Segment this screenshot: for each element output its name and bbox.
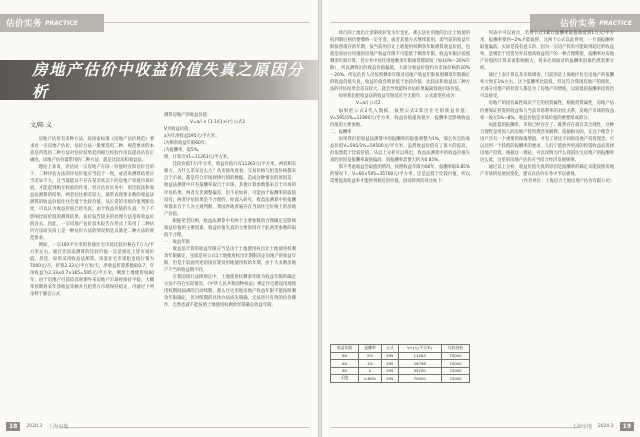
formula-note: 则，计算出V1=11263元/平方米。 [164, 155, 232, 161]
table-row [331, 360, 470, 368]
subheading: 二、报酬率 [330, 129, 352, 135]
right-column-2 [480, 30, 614, 418]
magazine-name: 上海房地 [571, 424, 592, 430]
article-title: 房地产估价中收益价值失真之原因分析 [32, 61, 305, 101]
paragraph: 续行的土地出让金制度转变为年金化，那么居住用地的出让土地使用权到期后则仍要缴纳一定年金，或者其他方式继续使用，即当前的收益年限按照现存的年期，按当前的出让土地使用权剩余年限测算收益价值，也就是说居住用地的房地产收益年限不可能低于剩余年限，收益年限应按照剩余年限计算，但实务中居住用地剩余年限通常都较短（如10%～20%年限），所以测算出的收益价值偏低，大部分收益价值约为市场价格的10%～20%，所以估价人员按照剩余年限对房地产收益年限按照剩余年限确定的收益价值失真，收益价值会明显低于比较价值，比较法和收益法二种方法的评估结果会差异较大，就会导致最终评估结果偏离客观市场价值。 [330, 31, 470, 93]
paragraph: 根据笔者归纳，收益法测算中有两个主要参数的合理确定是影响收益价值的主要因素，收益价值失真的主要原因存于此两类参数的取值不合理。 [164, 218, 296, 238]
formula-note: i为剩余收益年限60年； [164, 141, 210, 147]
table-header-row [331, 345, 470, 353]
paragraph: 收益法计算的收益年限应当是由于土地使用权出让土地使用权剩余年限确定，也就是说公式1土地使用权出让期限决定房地产的收益年限，但是于前面所述的国有建设用地使用权的年期，由于大多数房地产不当的收益期不同， [164, 246, 296, 274]
table-cell: 5% [359, 352, 382, 360]
section-title-en: PRACTICE [599, 19, 632, 27]
table-cell: 无限 [331, 375, 359, 383]
table-cell: 595 [382, 360, 398, 368]
left-page [0, 0, 318, 437]
table-cell: 70000 [441, 375, 469, 383]
table-header: 收益年限 [331, 345, 359, 353]
magazine-name: 上海房地 [48, 424, 69, 430]
table-cell: 595 [382, 367, 398, 375]
title-banner [0, 60, 318, 100]
table-cell: 26796 [398, 360, 441, 368]
author-byline: 文/陈 义 [30, 122, 52, 129]
paragraph: 理论上来说，评估同一宗房地产在同一价值时点和估价目的下，二种评估方法的评估价值应当趋于一致，或者说测算结果应当差异不大，且当都能证不存在误差状态下的房地产客观市场价值，才能起到相互校验的作用。但在估价实务中，用比较法和收益法测算的结果，两者往往相差较大，通常表现要多数的收益法测算的收益价值往往会低于比较价值。从正常的市场价值判断角度，可以认为收益价值已经失真。由于收益价值的失真，为了不影响比较价值的测算结果，估价报告较多的处理方法是将收益价值舍去，因此，一宗房地产估价技术报告在形式上采用了二种估价方法而实质上是一种估价方法的情况相是以满足二种方法的规范要求。 [30, 165, 154, 241]
formula-note: i为报酬率，取5%； [164, 148, 203, 154]
section-title: 估价实务 [6, 19, 43, 29]
paragraph: 如果把公式2代入数据，按照公式2算出住宅的收益价值：V=595/5%=11900元/平方米，收益价值提高很少，报酬率是影响收益价值的主要参数。 [330, 108, 470, 128]
footer [6, 422, 68, 431]
formula-note: a为年净收益595元/平方米； [164, 134, 220, 140]
footer-rule [330, 427, 580, 428]
paragraph: 如果我们把收益法的收益年限延长至无限年，公式就变化成为： [338, 94, 459, 100]
right-column-1 [330, 30, 470, 342]
table-row [331, 367, 470, 375]
header-rule [104, 22, 310, 23]
table-header: V=(元/平方米) [398, 345, 441, 353]
paragraph: 测算房地产的收益价值： [164, 113, 212, 118]
right-page [322, 0, 640, 437]
formula-note: V为收益价值； [164, 127, 193, 133]
paragraph: 房地产估价有多种方法，按国家标准《房地产估价规范》要求对一宗房地产估价，估价方法一般要选用二种，规范要求的本意是所选用二种方法对估价结果起到相互校验作用以提高估价正确度。房地产估价最常用的二种方法，就是比较法和收益法。 [30, 137, 154, 164]
header-rule [330, 22, 530, 23]
author-affiliation: （作者单位：上海房力土地房地产估价有限公司） [519, 178, 614, 184]
formula: V=a/i 公式2 [356, 101, 381, 107]
table-cell: 60 [331, 360, 359, 368]
section-title-en: PRACTICE [45, 19, 78, 27]
paragraph: 在我国现行法律规定中，土地使用权剩余年限为收益年限的确定方法不符合实际情况，《中华人民共和国物权法》规定住宅建设用地使用权期间届满的自动续期，那么住宅用地房地产收益年限不能按照剩余年限确定，但对续期的具体办法尚未明确，无法进行有效的估价操作，自然也就不能按照土地使用权剩余年限确定收益年限。 [164, 275, 296, 309]
table-header: 公式 [382, 345, 398, 353]
page-number: 19 [620, 422, 634, 431]
table-cell: 595 [382, 352, 398, 360]
table-row [331, 352, 470, 360]
section-title: 估价实务 [560, 19, 597, 29]
table-cell: 0.85% [359, 375, 382, 383]
paragraph: 通过以上分析，收益价值失真的原因是报酬率的确定未能按照房地产市场的发展而变化，建议在估价实务中予以重视。 [480, 164, 614, 177]
left-column-1 [30, 136, 154, 416]
paragraph: 通过上表计算以及市场调查，目前的是上海地区住宅房地产的报酬率大致在1%左右，这个报酬率比较低，但这符合我国房地产的现状，大部分房地产的投资人都是为了房地产的增值，以较低的报酬率投资也可以接受。 [480, 73, 614, 100]
table-cell: 60 [331, 352, 359, 360]
table-header: 报酬率 [359, 345, 382, 353]
table-row [331, 375, 470, 383]
paragraph: 房地产的固有属性取决于它的投资属性，根据投资属性，房地产估价要保证投资的收益率与当前市场利率的对比关系，房地产市场的收益率一般在5%~8%，收益价值是市场价值的重要组成部分。 [480, 101, 614, 121]
comparison-table [330, 344, 470, 383]
footer-rule [60, 427, 310, 428]
left-column-2 [164, 112, 296, 416]
page-number: 18 [6, 422, 20, 431]
paragraph: 那不考虑收益会取值的情况，按照收益年限为60年，报酬率取0.85%的情况下，V=60×595=35700元/平方米，还是远低于比较价值，所以需要提高收益率才能得到相近的价值，因而得到的对比如下： [330, 164, 470, 184]
table-header: 比较价值 [441, 345, 469, 353]
footer [572, 422, 634, 431]
table-cell: 70000 [441, 360, 469, 368]
table-cell: 70000 [398, 375, 441, 383]
issue-date: 2020.3 [597, 424, 614, 429]
paragraph: 列表中可以看出，若将公式1累计报酬率取值调低到1万元/平方米，报酬率要到~2%才能取得，这两个公式以此得到，一方面报酬率取值偏低，实际是没有意义的，因为一宗房产投资可能取得超过的收益率，是相比于投资另外其他高收益资产的一种合理期望，报酬率对房地产价值的计算来说影响极大，将来必须面对的报酬率因素仍然需要分析。 [480, 31, 614, 72]
paragraph: 比较价值7万/平方米，收益价值只有11263元/平方米，两者相差极大，为什么差异这么大？从市场角度看，交易价格与租金价格都来自于市场，都是符合市场规律行情的数据，造成这种情况的原因是：收益法测算中只有报酬率取自于市场，其他计算参数都来自于市场的评估结果，两者无非调整偏差，但不论如何，可能由于报酬率的取值没有，两者评估结果是不合理的，经深入研究，收益法测算中的报酬率都来自于人为主观判断，我国各地普遍存在当前住宅价格上的房地产价值。 [164, 162, 296, 217]
table-cell: 70000 [441, 352, 469, 360]
section-header [0, 14, 104, 32]
issue-date: 2020.3 [26, 424, 43, 429]
subheading: 一、收益年限 [164, 239, 190, 245]
table-cell: 70000 [441, 367, 469, 375]
paragraph: 如此低的报酬率，市场已经存在了，既然存在就有其合理性，这种合理性是用国人的房地产投资理念来解释，依据相关的，在这个理念下用户还有一个重要的保值增值，才有了对比不同的房地产投资理念，可以达到一个较低的报酬率的要求，人们宁愿放弃更高的投资收益而选择房地产投资，根据这一理论，可以说明为什么我国住宅房地产的报酬率这么低，这里的房地产估价应当结合经济发展规律。 [480, 122, 614, 163]
table-cell: 11263 [398, 352, 441, 360]
formula: V=a/i × [1-1/(1+i)ⁿ] 公式1 [190, 120, 246, 126]
table-cell: 595 [382, 375, 398, 383]
paragraph: 如果我们把收益法测算中的报酬率的取值调整为1%，那么住宅的收益价值V=595/1%=59500元/平方米，虽然收益价值有了很大的提高，但依然低于比较价值，从以上分析可以得出，收益法测算中的收益价值失真的原因是报酬率取值偏高，而报酬率需要大约为0.85%。 [330, 136, 470, 163]
table-cell: 1% [359, 360, 382, 368]
table-cell: 60 [331, 367, 359, 375]
table-cell: 35700 [398, 367, 441, 375]
paragraph: 例如，一宗100平方米的普通住宅市场比较价格在7万元/平方米左右，通过比较法测算的比较价值一定是接近上述市场价值。但是，如果采用收益法测算，该套住宅市场租金按行情为7000元/月，折算2.33元/平方米/天，净收益折算系数取0.7，年净收益为2.33×0.7×365=595元/平方米，剩余土地使用权60年，由于房地产目前较高时期外来房地产市场将保持平稳，大概率预期将来年净收益等额并且租赁在市场保持稳定，可通过下列净利于静态公式 [30, 242, 154, 298]
table-cell: 0 [359, 367, 382, 375]
